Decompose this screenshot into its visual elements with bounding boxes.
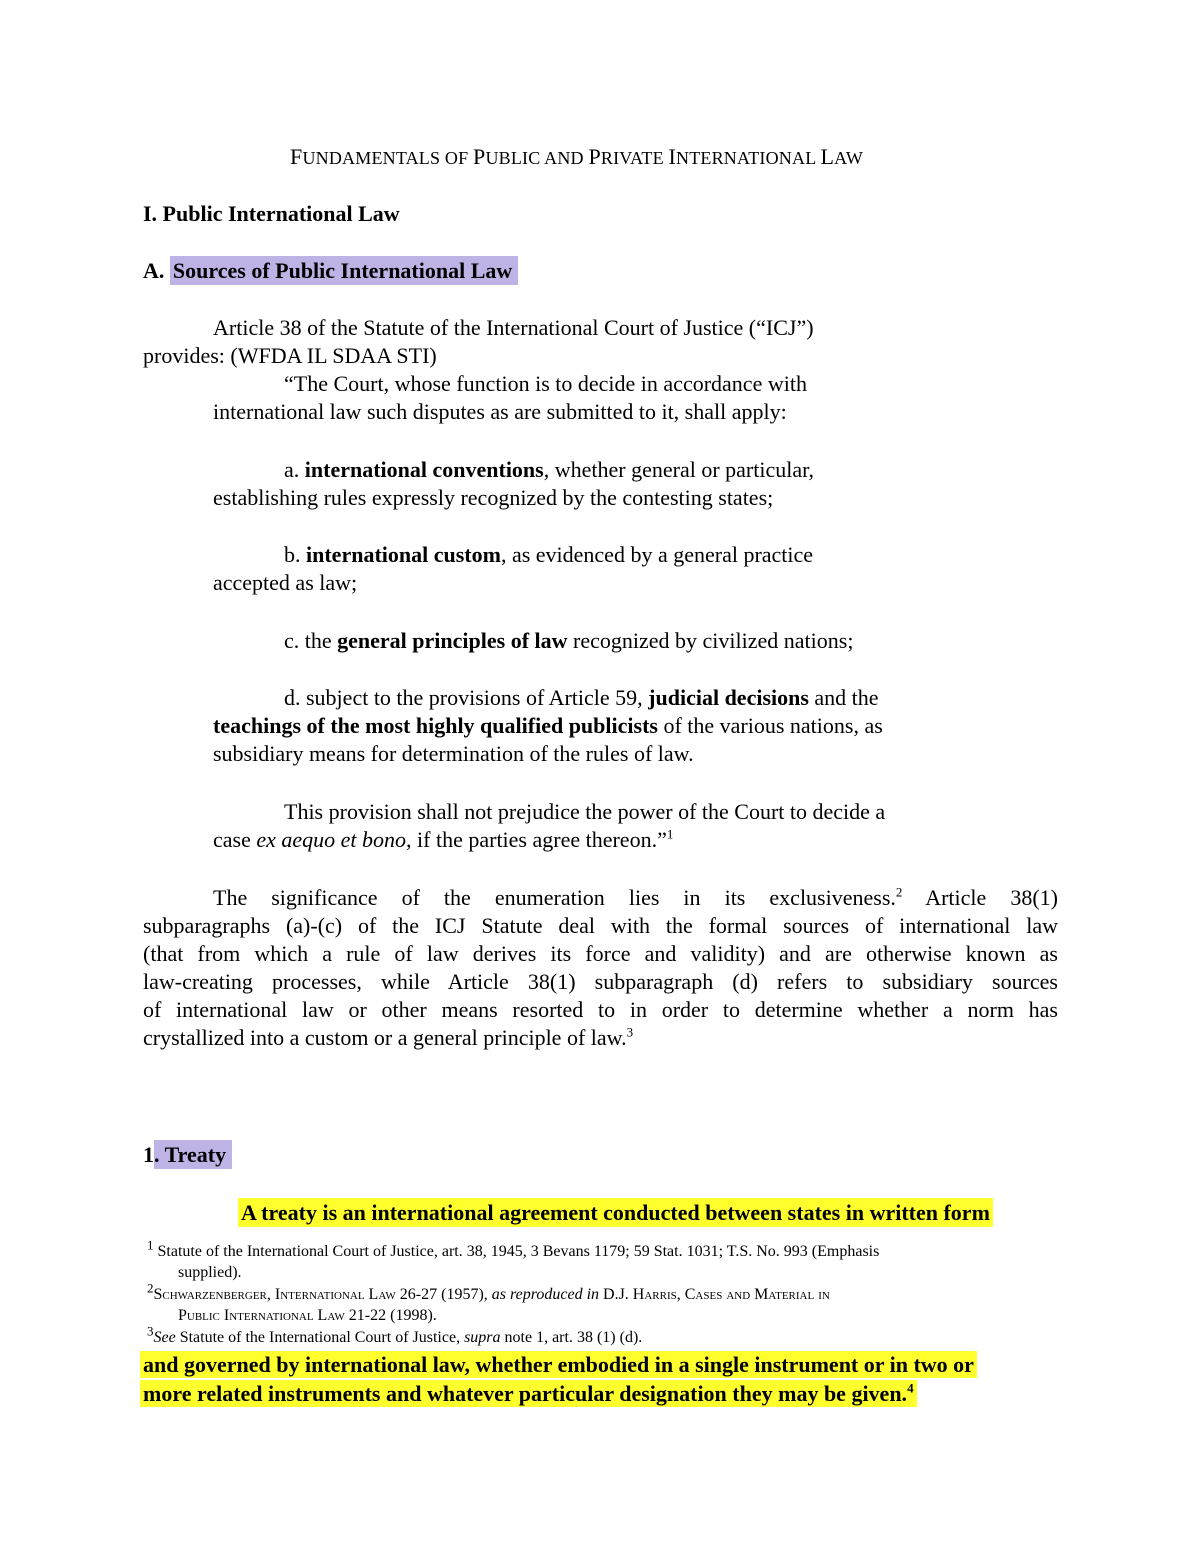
section-heading-treaty: 1. Treaty bbox=[143, 1141, 232, 1169]
quote-line: international law such disputes as are submitted to it, shall apply: bbox=[213, 399, 787, 424]
list-item-b-continued: accepted as law; bbox=[213, 570, 358, 595]
term-judicial-decisions: judicial decisions bbox=[648, 685, 809, 710]
paragraph-line: law-creating processes, while Article 38(1) subparagraph (d) refers to subsidiary sources bbox=[143, 969, 1058, 994]
footnote-1: $^1$ Statute of the International Court of Justice, art. 38, 1945, 3 Bevans 1179; 59 Stat. 1031; T.S. No. 993 (Emphasis bbox=[147, 1237, 880, 1260]
term-international-custom: international custom bbox=[306, 542, 501, 567]
intro-line: provides: (WFDA IL SDAA STI) bbox=[143, 343, 437, 368]
list-item-d-continued: subsidiary means for determination of the rules of law. bbox=[213, 741, 694, 766]
term-international-conventions: international conventions bbox=[304, 457, 544, 482]
heading-treaty-highlighted-text: . Treaty bbox=[154, 1140, 232, 1169]
list-item-a-continued: establishing rules expressly recognized by the contesting states; bbox=[213, 485, 774, 510]
footnote-reference[interactable]: 4 bbox=[907, 1380, 914, 1396]
footnote-3: $^3$See Statute of the International Court of Justice, supra note 1, art. 38 (1) (d). bbox=[147, 1323, 643, 1346]
paragraph-line: crystallized into a custom or a general principle of law.$^3$ bbox=[143, 1024, 634, 1050]
document-title: FUNDAMENTALS OF PUBLIC AND PRIVATE INTERNATIONAL LAW bbox=[290, 144, 864, 169]
list-item-d-continued: teachings of the most highly qualified publicists of the various nations, as bbox=[213, 713, 883, 738]
footnote-2: $^2$Schwarzenberger, International Law 26-27 (1957), as reproduced in D.J. Harris, Cases and Material in bbox=[147, 1280, 830, 1303]
list-item-d: d. subject to the provisions of Article 59, judicial decisions and the bbox=[284, 685, 879, 710]
paragraph-line: The significance of the enumeration lies in its exclusiveness.$^2$ Article 38(1) bbox=[213, 884, 1058, 910]
treaty-definition-line: more related instruments and whatever particular designation they may be given.$^4$ bbox=[140, 1380, 917, 1408]
proviso-line: This provision shall not prejudice the power of the Court to decide a bbox=[284, 799, 886, 824]
heading-a-prefix: A. bbox=[143, 258, 165, 283]
heading-a-highlighted-text: Sources of Public International Law bbox=[170, 256, 518, 285]
footnote-reference[interactable]: 3 bbox=[626, 1024, 634, 1040]
treaty-definition-line: A treaty is an international agreement conducted between states in written form bbox=[238, 1199, 993, 1227]
paragraph-line: (that from which a rule of law derives its force and validity) and are otherwise known as bbox=[143, 941, 1058, 966]
proviso-line: case ex aequo et bono, if the parties agree thereon.”$^1$ bbox=[213, 826, 674, 852]
list-item-b: b. international custom, as evidenced by a general practice bbox=[284, 542, 814, 567]
section-heading-sources bbox=[143, 257, 518, 285]
section-heading-public-international-law: I. Public International Law bbox=[143, 201, 400, 226]
quote-line: “The Court, whose function is to decide in accordance with bbox=[284, 371, 807, 396]
footnote-2-continued: Public International Law 21-22 (1998). bbox=[178, 1307, 437, 1324]
term-teachings-publicists: teachings of the most highly qualified publicists bbox=[213, 713, 658, 738]
list-item-a: a. international conventions, whether general or particular, bbox=[284, 457, 815, 482]
term-general-principles: general principles of law bbox=[337, 628, 568, 653]
list-item-c: c. the general principles of law recognized by civilized nations; bbox=[284, 628, 854, 653]
footnote-reference[interactable]: 2 bbox=[895, 884, 903, 900]
intro-line: Article 38 of the Statute of the International Court of Justice (“ICJ”) bbox=[213, 315, 814, 340]
footnote-1-continued: supplied). bbox=[178, 1264, 242, 1281]
footnote-reference[interactable]: 1 bbox=[666, 826, 674, 842]
treaty-definition-line: and governed by international law, whether embodied in a single instrument or in two or bbox=[140, 1351, 977, 1379]
paragraph-line: of international law or other means resorted to in order to determine whether a norm has bbox=[143, 997, 1058, 1022]
paragraph-line: subparagraphs (a)-(c) of the ICJ Statute deal with the formal sources of international law bbox=[143, 913, 1058, 938]
